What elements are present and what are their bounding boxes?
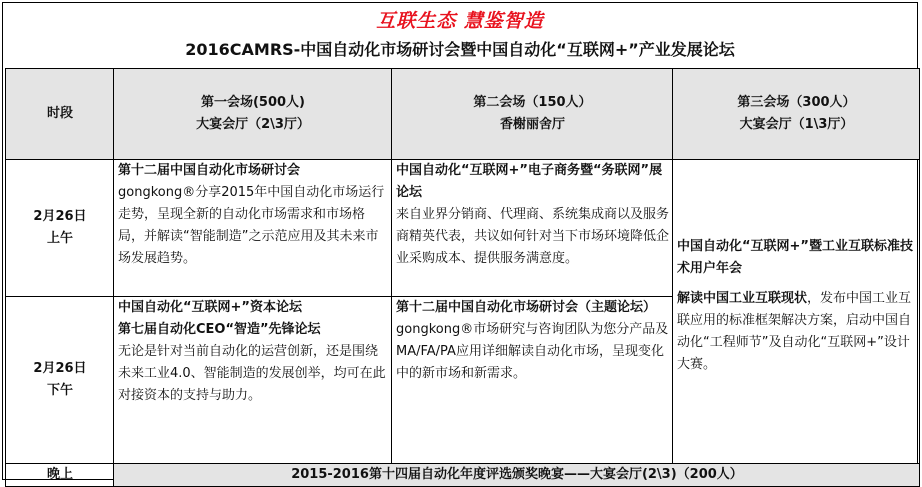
table-header-row	[6, 69, 920, 160]
hall2-room: 香榭丽舍厅	[499, 117, 565, 132]
hall1-name: 第一会场(500人)	[200, 95, 306, 110]
afternoon-hall1-cell	[114, 297, 392, 464]
hall2-name: 第二会场（150人）	[473, 95, 592, 110]
morning-hall2-body: 来自业界分销商、代理商、系统集成商以及服务商精英代表，共议如何针对当下市场环境降低企业采购成本、提供服务满意度。	[396, 207, 670, 266]
hall3-day-cell	[673, 160, 920, 464]
afternoon-time-cell	[6, 297, 114, 464]
morning-period: 上午	[46, 231, 73, 246]
slogan: 互联生态 慧鉴智造	[376, 10, 544, 32]
hall3-body-lead: 解读中国工业互联现状	[677, 291, 808, 306]
afternoon-hall1-title2: 第七届自动化CEO“智造”先锋论坛	[118, 322, 321, 337]
page-title: 2016CAMRS-中国自动化市场研讨会暨中国自动化“互联网+”产业发展论坛	[185, 40, 735, 59]
afternoon-hall1-title1: 中国自动化“互联网+”资本论坛	[118, 300, 302, 315]
hall1-header	[114, 69, 392, 160]
evening-event-cell: 2015-2016第十四届自动化年度评选颁奖晚宴——大宴会厅(2\3)（200人）	[114, 464, 920, 487]
hall3-name: 第三会场（300人）	[737, 95, 856, 110]
hall3-title: 中国自动化“互联网+”暨工业互联标准技术用户年会	[677, 239, 913, 276]
hall3-header	[673, 69, 920, 160]
hall1-room: 大宴会厅（2\3厅）	[196, 117, 310, 132]
afternoon-hall2-body: gongkong®市场研究与咨询团队为您分产品及MA/FA/PA应用详细解读自动化市场，呈现变化中的新市场和新需求。	[396, 322, 669, 381]
afternoon-hall2-title: 第十二届中国自动化市场研讨会（主题论坛）	[396, 300, 657, 315]
morning-time-cell	[6, 160, 114, 297]
time-header: 时段	[6, 69, 114, 160]
evening-row	[6, 464, 920, 487]
morning-hall1-title: 第十二届中国自动化市场研讨会	[118, 163, 301, 178]
schedule-table	[5, 68, 920, 487]
morning-row	[6, 160, 920, 297]
afternoon-period: 下午	[46, 383, 73, 398]
afternoon-hall1-body: 无论是针对当前自动化的运营创新，还是围绕未来工业4.0、智能制造的发展创举，均可在此对接资本的支持与助力。	[118, 344, 386, 403]
morning-date: 2月26日	[33, 209, 87, 224]
evening-time-cell: 晚上	[6, 464, 114, 487]
morning-hall2-title: 中国自动化“互联网+”电子商务暨“务联网”展论坛	[396, 163, 663, 200]
hall2-header	[392, 69, 673, 160]
morning-hall2-cell	[392, 160, 673, 297]
hall3-body-text: ，发布中国工业互联应用的标准框架解决方案，启动中国自动化“工程师节”及自动化“互联网+”设计大赛。	[677, 291, 912, 372]
hall3-body	[677, 288, 916, 376]
morning-hall1-body: gongkong®分享2015年中国自动化市场运行走势，呈现全新的自动化市场需求和市场格局，并解读“智能制造”之示范应用及其未来市场发展趋势。	[118, 185, 385, 266]
afternoon-hall2-cell	[392, 297, 673, 464]
hall3-room: 大宴会厅（1\3厅）	[739, 117, 854, 132]
afternoon-date: 2月26日	[33, 361, 87, 376]
morning-hall1-cell	[114, 160, 392, 297]
